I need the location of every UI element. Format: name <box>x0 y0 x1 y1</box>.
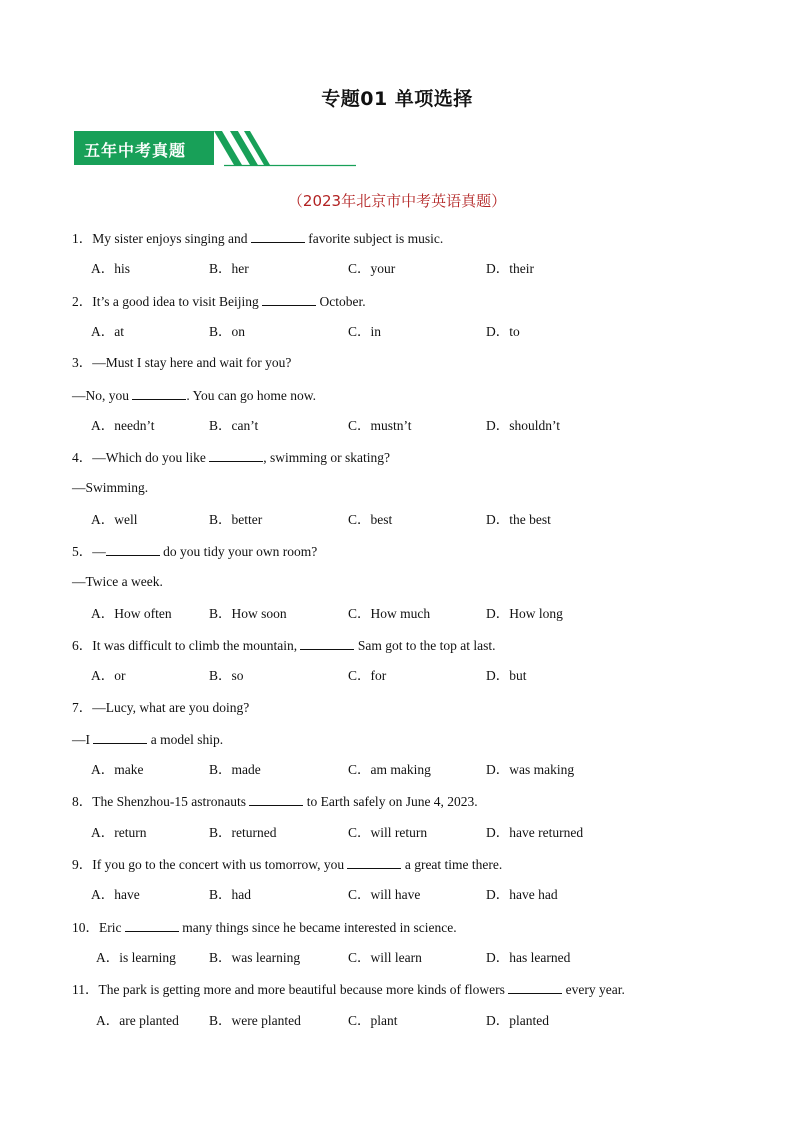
option-b[interactable]: B．better <box>209 512 263 527</box>
option-b[interactable]: B．were planted <box>209 1013 301 1028</box>
question-stem <box>72 637 495 654</box>
question-number: 4． <box>72 450 93 465</box>
question-text: —Twice a week. <box>72 574 163 589</box>
option-a[interactable]: A．are planted <box>96 1013 179 1028</box>
question-text: The park is getting more and more beautiful because more kinds of flowers <box>98 982 509 997</box>
option-b[interactable]: B．How soon <box>209 606 287 621</box>
option-c[interactable]: C．in <box>348 324 382 339</box>
option-c[interactable]: C．will have <box>348 887 421 902</box>
question-number: 2． <box>72 294 93 309</box>
answer-blank <box>106 543 160 556</box>
option-a[interactable]: A．needn’t <box>91 418 155 433</box>
answer-blank <box>132 387 186 400</box>
answer-blank <box>93 731 147 744</box>
question-stem <box>72 355 291 371</box>
option-b[interactable]: B．so <box>209 668 244 683</box>
question-text: It was difficult to climb the mountain, <box>92 638 301 653</box>
question-text: —Must I stay here and wait for you? <box>92 355 292 370</box>
question-stem <box>72 700 249 716</box>
question-text: , swimming or skating? <box>263 450 390 465</box>
question-number: 6． <box>72 638 93 653</box>
answer-blank <box>508 981 562 994</box>
option-d[interactable]: D．to <box>486 324 520 339</box>
option-a[interactable]: A．at <box>91 324 124 339</box>
option-b[interactable]: B．made <box>209 762 261 777</box>
question-stem <box>72 230 443 247</box>
option-d[interactable]: D．was making <box>486 762 575 777</box>
question-number: 7． <box>72 700 93 715</box>
option-a[interactable]: A．his <box>91 261 131 276</box>
question-dialog-line <box>72 480 148 496</box>
question-stem <box>72 793 478 810</box>
option-c[interactable]: C．How much <box>348 606 431 621</box>
question-text: —I <box>72 732 94 747</box>
question-stem <box>72 919 457 936</box>
question-stem <box>72 981 625 998</box>
section-banner <box>74 131 356 167</box>
question-text: —Lucy, what are you doing? <box>92 700 250 715</box>
question-number: 3． <box>72 355 93 370</box>
option-c[interactable]: C．am making <box>348 762 431 777</box>
question-text: a model ship. <box>147 732 224 747</box>
answer-blank <box>125 919 179 932</box>
option-c[interactable]: C．best <box>348 512 393 527</box>
question-text: . You can go home now. <box>186 388 316 403</box>
question-text: —Which do you like <box>92 450 210 465</box>
option-b[interactable]: B．her <box>209 261 249 276</box>
option-c[interactable]: C．will return <box>348 825 428 840</box>
question-stem <box>72 449 390 466</box>
option-b[interactable]: B．had <box>209 887 251 902</box>
answer-blank <box>262 293 316 306</box>
option-a[interactable]: A．or <box>91 668 126 683</box>
question-dialog-line <box>72 574 163 590</box>
option-a[interactable]: A．have <box>91 887 140 902</box>
question-text: —Swimming. <box>72 480 149 495</box>
question-text: to Earth safely on June 4, 2023. <box>303 794 478 809</box>
question-text: a great time there. <box>401 857 503 872</box>
exam-source-subtitle: （2023年北京市中考英语真题） <box>287 192 507 210</box>
section-label: 五年中考真题 <box>84 141 187 160</box>
question-text: If you go to the concert with us tomorrow, you <box>92 857 348 872</box>
option-a[interactable]: A．well <box>91 512 138 527</box>
question-text: many things since he became interested in science. <box>178 920 457 935</box>
option-c[interactable]: C．mustn’t <box>348 418 412 433</box>
option-c[interactable]: C．will learn <box>348 950 422 965</box>
option-a[interactable]: A．How often <box>91 606 172 621</box>
answer-blank <box>347 856 401 869</box>
question-number: 11． <box>72 982 99 997</box>
question-text: every year. <box>562 982 625 997</box>
question-text: —No, you <box>72 388 133 403</box>
page-title: 专题01 单项选择 <box>321 88 473 110</box>
option-c[interactable]: C．plant <box>348 1013 398 1028</box>
option-d[interactable]: D．the best <box>486 512 551 527</box>
option-d[interactable]: D．have had <box>486 887 558 902</box>
question-text: My sister enjoys singing and <box>92 231 251 246</box>
option-a[interactable]: A．return <box>91 825 147 840</box>
option-b[interactable]: B．on <box>209 324 246 339</box>
question-text: October. <box>316 294 366 309</box>
question-number: 5． <box>72 544 93 559</box>
answer-blank <box>249 793 303 806</box>
question-number: 8． <box>72 794 93 809</box>
option-a[interactable]: A．make <box>91 762 144 777</box>
question-number: 9． <box>72 857 93 872</box>
option-c[interactable]: C．for <box>348 668 387 683</box>
answer-blank <box>209 449 263 462</box>
question-text: Eric <box>99 920 125 935</box>
question-text: The Shenzhou-15 astronauts <box>92 794 250 809</box>
option-b[interactable]: B．can’t <box>209 418 259 433</box>
option-d[interactable]: D．but <box>486 668 527 683</box>
option-b[interactable]: B．returned <box>209 825 277 840</box>
option-d[interactable]: D．has learned <box>486 950 571 965</box>
option-a[interactable]: A．is learning <box>96 950 176 965</box>
answer-blank <box>251 230 305 243</box>
question-dialog-line <box>72 731 223 748</box>
question-text: — <box>92 544 106 559</box>
question-text: favorite subject is music. <box>304 231 444 246</box>
question-number: 10． <box>72 920 99 935</box>
question-number: 1． <box>72 231 93 246</box>
question-text: Sam got to the top at last. <box>354 638 496 653</box>
option-c[interactable]: C．your <box>348 261 396 276</box>
option-d[interactable]: D．planted <box>486 1013 549 1028</box>
option-d[interactable]: D．have returned <box>486 825 584 840</box>
question-text: do you tidy your own room? <box>159 544 318 559</box>
option-d[interactable]: D．their <box>486 261 534 276</box>
question-dialog-line <box>72 387 316 404</box>
question-text: It’s a good idea to visit Beijing <box>92 294 263 309</box>
option-d[interactable]: D．shouldn’t <box>486 418 561 433</box>
question-stem <box>72 856 502 873</box>
question-stem <box>72 293 366 310</box>
option-d[interactable]: D．How long <box>486 606 563 621</box>
option-b[interactable]: B．was learning <box>209 950 301 965</box>
answer-blank <box>300 637 354 650</box>
question-stem <box>72 543 317 560</box>
